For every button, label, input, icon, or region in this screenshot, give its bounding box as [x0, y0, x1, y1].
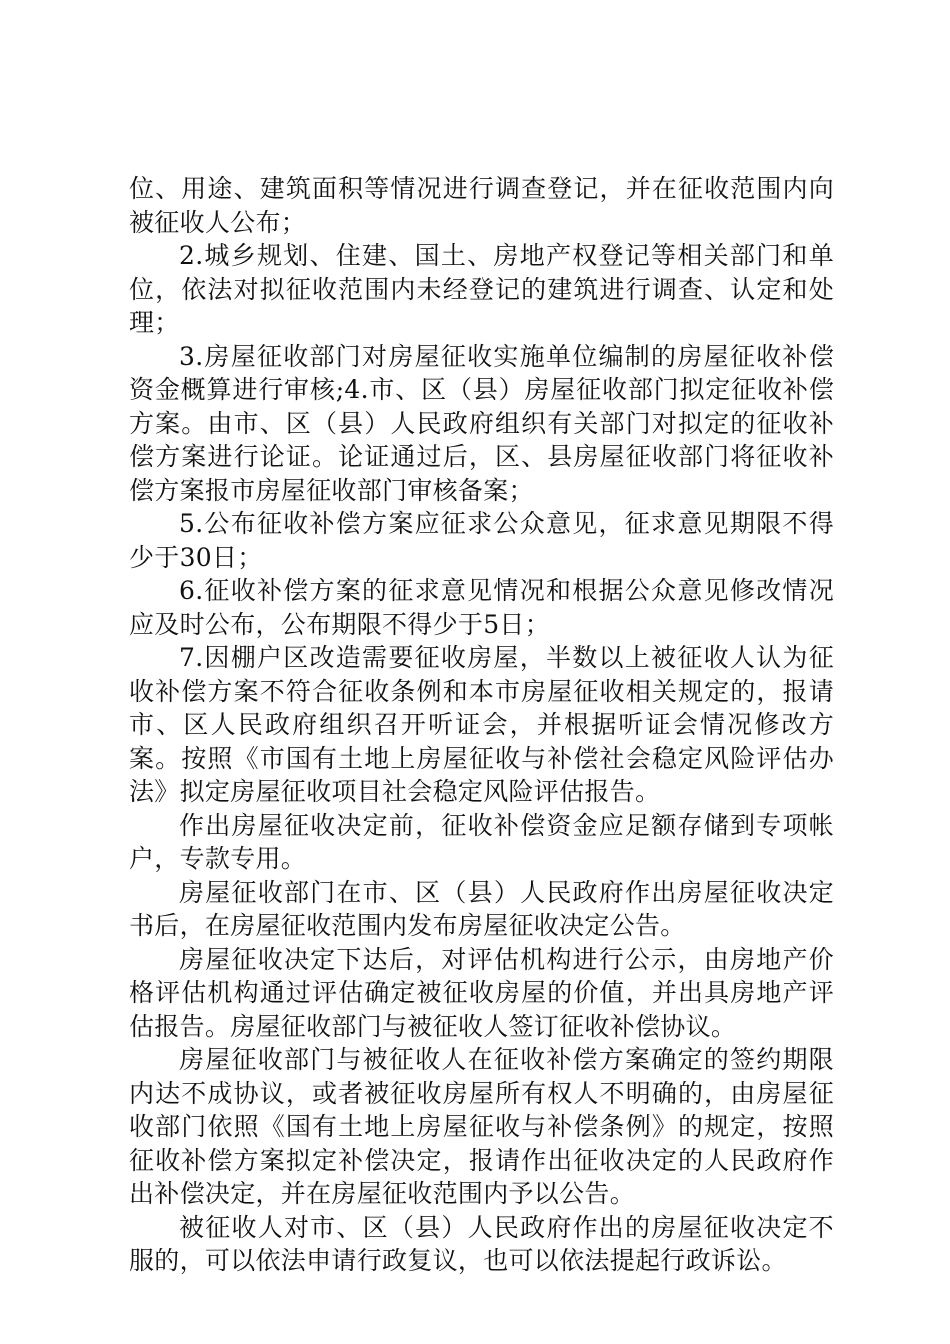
paragraph-announcement: 房屋征收部门在市、区（县）人民政府作出房屋征收决定书后，在房屋征收范围内发布房屋征收决定公告。 [129, 877, 834, 940]
paragraph-compensation-decision: 房屋征收部门与被征收人在征收补偿方案确定的签约期限内达不成协议，或者被征收房屋所有权人不明确的，由房屋征收部门依照《国有土地上房屋征收与补偿条例》的规定，按照征收补偿方案拟定补偿决定，报请作出征收决定的人民政府作出补偿决定，并在房屋征收范围内予以公告。 [129, 1045, 834, 1208]
paragraph-item-5: 5.公布征收补偿方案应征求公众意见，征求意见期限不得少于30日； [129, 509, 834, 572]
paragraph-valuation: 房屋征收决定下达后，对评估机构进行公示，由房地产价格评估机构通过评估确定被征收房屋的价值，并出具房地产评估报告。房屋征收部门与被征收人签订征收补偿协议。 [129, 944, 834, 1041]
paragraph-item-7: 7.因棚户区改造需要征收房屋，半数以上被征收人认为征收补偿方案不符合征收条例和本市房屋征收相关规定的，报请市、区人民政府组织召开听证会，并根据听证会情况修改方案。按照《市国有土地上房屋征收与补偿社会稳定风险评估办法》拟定房屋征收项目社会稳定风险评估报告。 [129, 643, 834, 806]
paragraph-funding: 作出房屋征收决定前，征收补偿资金应足额存储到专项帐户，专款专用。 [129, 810, 834, 873]
paragraph-appeal: 被征收人对市、区（县）人民政府作出的房屋征收决定不服的，可以依法申请行政复议，也可以依法提起行政诉讼。 [129, 1212, 834, 1275]
paragraph-item-3-4: 3.房屋征收部门对房屋征收实施单位编制的房屋征收补偿资金概算进行审核;4.市、区（县）房屋征收部门拟定征收补偿方案。由市、区（县）人民政府组织有关部门对拟定的征收补偿方案进行论证。论证通过后，区、县房屋征收部门将征收补偿方案报市房屋征收部门审核备案； [129, 341, 834, 505]
paragraph-item-2: 2.城乡规划、住建、国土、房地产权登记等相关部门和单位，依法对拟征收范围内未经登记的建筑进行调查、认定和处理； [129, 241, 834, 337]
paragraph-1-continuation: 位、用途、建筑面积等情况进行调查登记，并在征收范围内向被征收人公布； [129, 174, 834, 237]
document-body [129, 172, 834, 1278]
paragraph-item-6: 6.征收补偿方案的征求意见情况和根据公众意见修改情况应及时公布，公布期限不得少于5日； [129, 576, 834, 639]
